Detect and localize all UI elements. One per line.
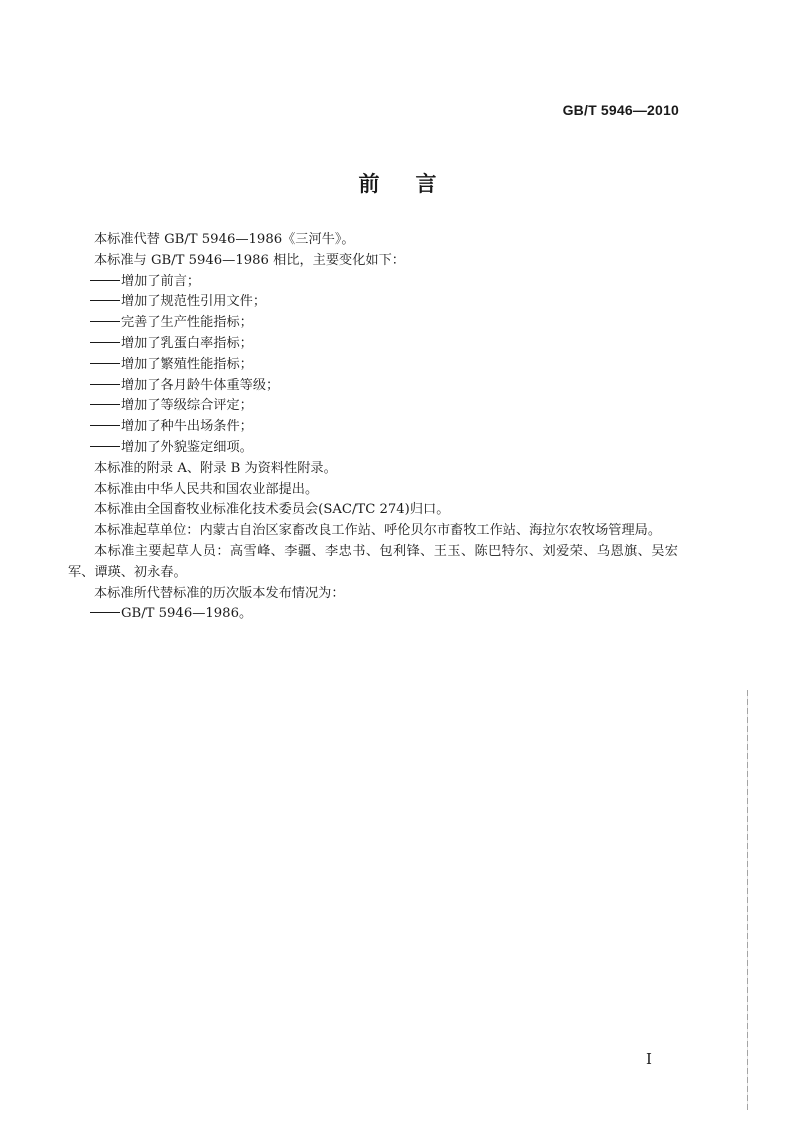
drafting-units-paragraph: 本标准起草单位：内蒙古自治区家畜改良工作站、呼伦贝尔市畜牧工作站、海拉尔农牧场管理局。 [94,523,662,539]
history-intro-paragraph: 本标准所代替标准的历次版本发布情况为： [94,585,345,601]
scan-edge-line [747,690,748,1110]
change-item [68,417,678,438]
history-item-text: GB/T 5946—1986。 [121,606,253,622]
change-item-text: 增加了种牛出场条件； [121,419,253,435]
change-item [68,272,678,293]
em-dash-icon [90,363,120,364]
change-item [68,396,678,417]
change-item [68,438,678,459]
em-dash-icon [90,425,120,426]
em-dash-icon [90,280,120,281]
change-item-text: 增加了各月龄牛体重等级； [121,377,280,393]
change-item [68,355,678,376]
proposed-by-paragraph: 本标准由中华人民共和国农业部提出。 [94,481,319,497]
em-dash-icon [90,300,120,301]
page-title: 前言 [358,172,473,196]
em-dash-icon [90,446,120,447]
change-item-text: 增加了等级综合评定； [121,398,253,414]
em-dash-icon [90,612,120,613]
change-item [68,313,678,334]
change-item-text: 增加了外貌鉴定细项。 [121,439,253,455]
centralized-by-paragraph: 本标准由全国畜牧业标准化技术委员会(SAC/TC 274)归口。 [94,502,450,518]
changes-intro-paragraph: 本标准与 GB/T 5946—1986 相比，主要变化如下： [94,252,405,268]
em-dash-icon [90,342,120,343]
change-item [68,334,678,355]
em-dash-icon [90,404,120,405]
drafters-paragraph: 本标准主要起草人员：高雪峰、李疆、李忠书、包利锋、王玉、陈巴特尔、刘爱荣、乌恩旗、吴宏军、谭瑛、初永春。 [68,543,678,580]
page-number: I [646,1050,652,1068]
em-dash-icon [90,321,120,322]
standard-code: GB/T 5946—2010 [562,102,679,118]
replaces-paragraph: 本标准代替 GB/T 5946—1986《三河牛》。 [94,232,355,247]
history-item [68,604,678,625]
change-item-text: 增加了规范性引用文件； [121,294,267,310]
change-item-text: 增加了繁殖性能指标； [121,356,253,372]
change-item-text: 完善了生产性能指标； [121,315,253,331]
change-item-text: 增加了乳蛋白率指标； [121,335,253,351]
change-item [68,376,678,397]
change-item-text: 增加了前言； [121,273,201,289]
foreword-body [68,230,678,625]
appendix-paragraph: 本标准的附录 A、附录 B 为资料性附录。 [94,460,337,476]
em-dash-icon [90,384,120,385]
change-item [68,292,678,313]
